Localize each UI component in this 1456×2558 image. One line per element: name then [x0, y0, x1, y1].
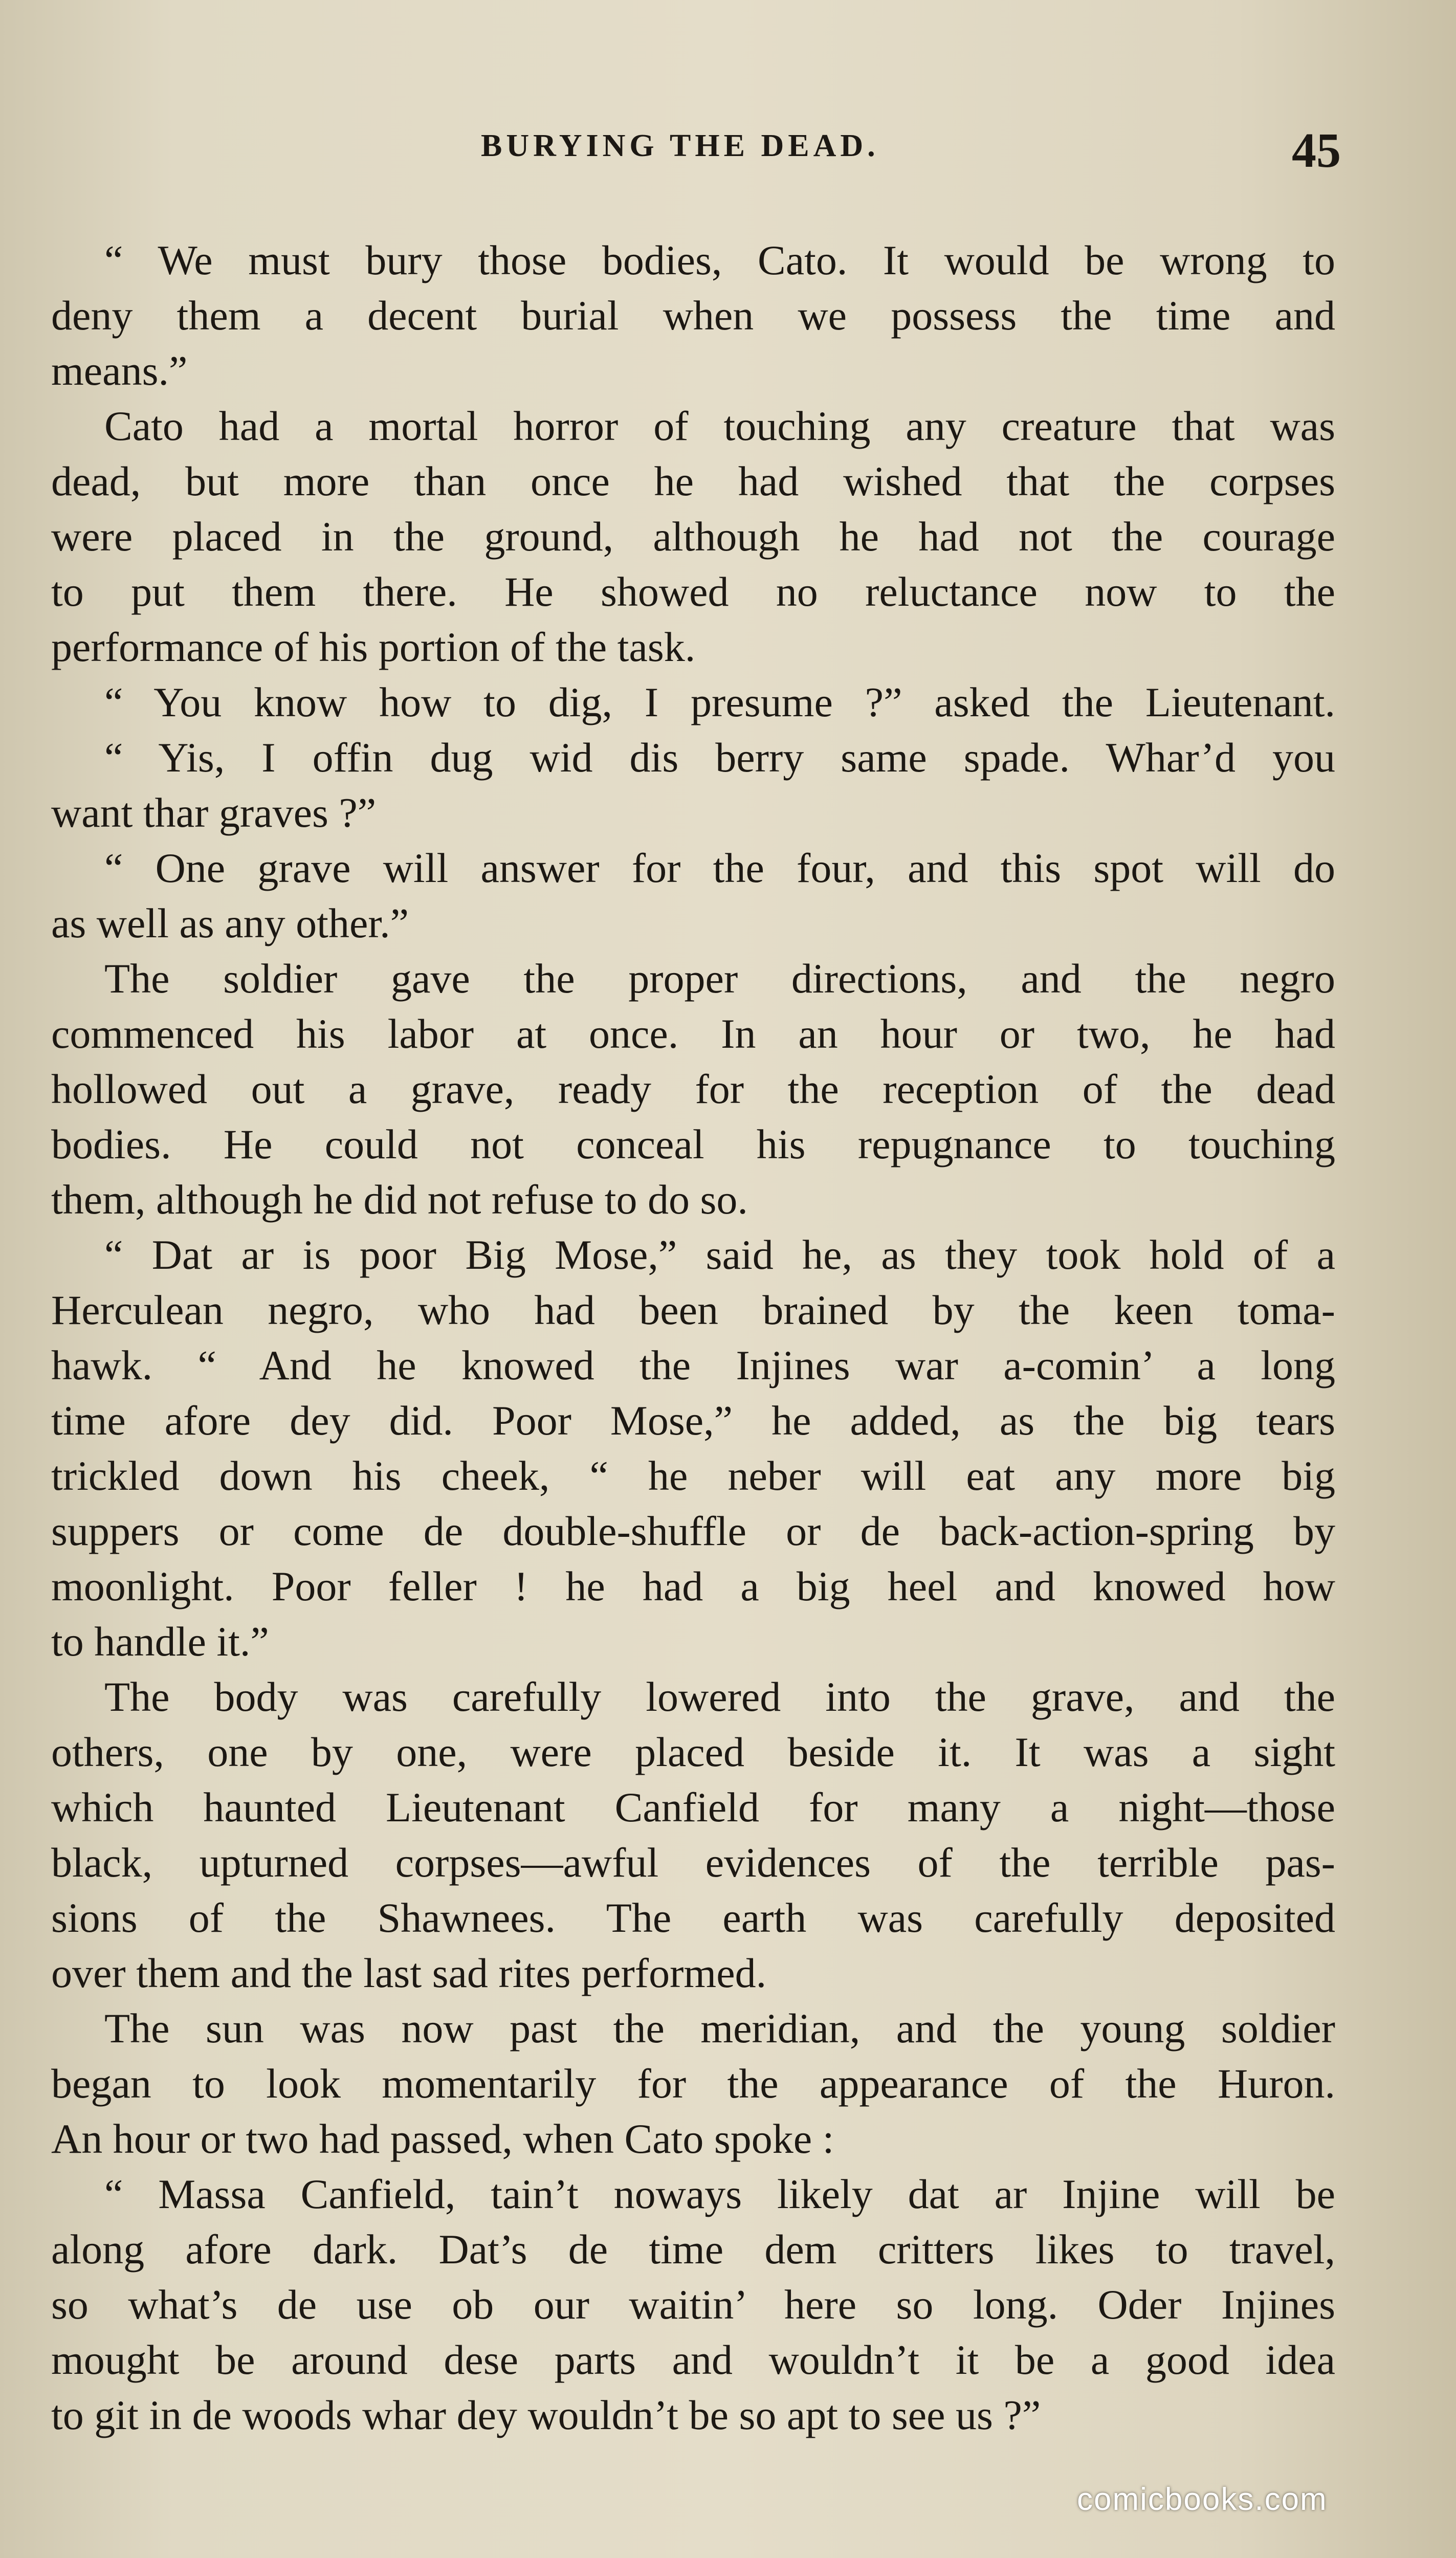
text-line: moonlight. Poor feller ! he had a big heel and knowed how	[51, 1563, 1335, 1609]
body-text	[51, 233, 1335, 2443]
text-line: black, upturned corpses—awful evidences of the terrible pas-	[51, 1839, 1335, 1886]
text-line: “ You know how to dig, I presume ?” asked the Lieutenant.	[104, 679, 1335, 725]
text-line: began to look momentarily for the appearance of the Huron.	[51, 2060, 1335, 2107]
text-line: bodies. He could not conceal his repugnance to touching	[51, 1121, 1335, 1167]
text-line: dead, but more than once he had wished that the corpses	[51, 458, 1335, 504]
text-line: “ Dat ar is poor Big Mose,” said he, as they took hold of a	[104, 1231, 1335, 1278]
text-line: over them and the last sad rites performed.	[51, 1950, 767, 1996]
text-line: The soldier gave the proper directions, and the negro	[104, 955, 1335, 1002]
text-line: The sun was now past the meridian, and the young soldier	[104, 2005, 1335, 2052]
text-line: them, although he did not refuse to do so.	[51, 1176, 748, 1223]
text-line: were placed in the ground, although he had not the courage	[51, 513, 1335, 560]
text-line: hollowed out a grave, ready for the reception of the dead	[51, 1066, 1335, 1112]
text-line: performance of his portion of the task.	[51, 624, 696, 670]
text-line: An hour or two had passed, when Cato spoke :	[51, 2115, 834, 2162]
text-line: others, one by one, were placed beside it. It was a sight	[51, 1729, 1335, 1775]
text-line: which haunted Lieutenant Canfield for many a night—those	[51, 1784, 1335, 1831]
text-line: means.”	[51, 347, 188, 394]
text-line: “ One grave will answer for the four, and this spot will do	[104, 845, 1335, 891]
page-number: 45	[1292, 123, 1341, 178]
text-line: trickled down his cheek, “ he neber will eat any more big	[51, 1452, 1335, 1499]
text-line: Cato had a mortal horror of touching any creature that was	[104, 403, 1335, 449]
text-line: “ Massa Canfield, tain’t noways likely dat ar Injine will be	[104, 2171, 1335, 2217]
text-line: “ Yis, I offin dug wid dis berry same spade. Whar’d you	[104, 734, 1335, 781]
text-line: Herculean negro, who had been brained by the keen toma-	[51, 1287, 1335, 1333]
text-line: The body was carefully lowered into the grave, and the	[104, 1673, 1335, 1720]
text-line: want thar graves ?”	[51, 789, 377, 836]
chapter-running-title: BURYING THE DEAD.	[481, 128, 879, 163]
text-line: suppers or come de double-shuffle or de back-action-spring by	[51, 1508, 1335, 1554]
text-line: hawk. “ And he knowed the Injines war a-comin’ a long	[51, 1342, 1335, 1388]
text-line: “ We must bury those bodies, Cato. It would be wrong to	[104, 237, 1335, 283]
text-line: to handle it.”	[51, 1618, 269, 1665]
text-line: time afore dey did. Poor Mose,” he added, as the big tears	[51, 1397, 1335, 1444]
text-line: mought be around dese parts and wouldn’t it be a good idea	[51, 2336, 1335, 2383]
text-line: as well as any other.”	[51, 900, 409, 946]
watermark: comicbooks.com	[1077, 2482, 1328, 2517]
running-head	[0, 123, 1456, 179]
text-line: to put them there. He showed no reluctance now to the	[51, 568, 1335, 615]
text-line: deny them a decent burial when we possess the time and	[51, 292, 1335, 339]
text-line: sions of the Shawnees. The earth was carefully deposited	[51, 1894, 1335, 1941]
text-line: so what’s de use ob our waitin’ here so long. Oder Injines	[51, 2281, 1335, 2328]
text-line: along afore dark. Dat’s de time dem critters likes to travel,	[51, 2226, 1335, 2273]
text-line: to git in de woods whar dey wouldn’t be so apt to see us ?”	[51, 2392, 1041, 2438]
text-line: commenced his labor at once. In an hour or two, he had	[51, 1010, 1335, 1057]
